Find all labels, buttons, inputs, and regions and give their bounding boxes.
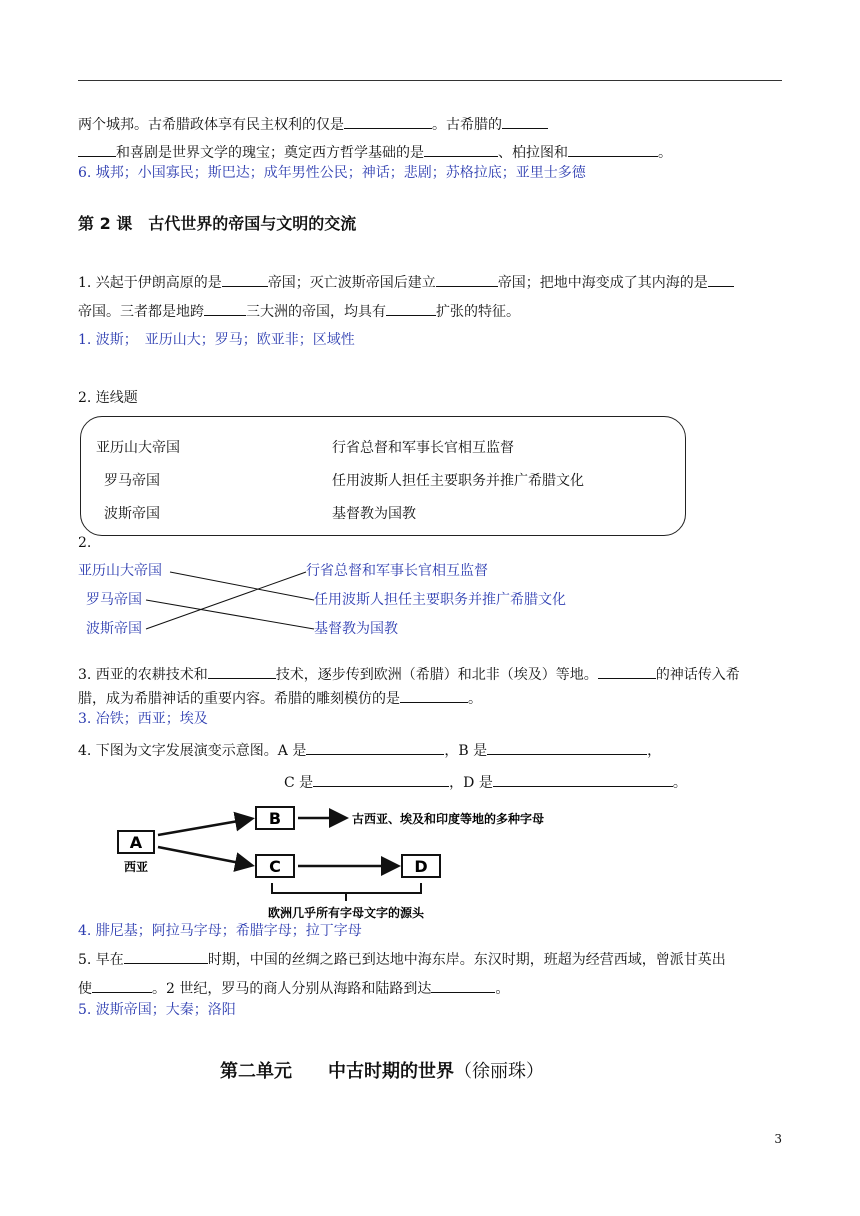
q3-text: 3. 西亚的农耕技术和 (78, 667, 208, 683)
answer-left-item: 罗马帝国 (86, 592, 142, 608)
q5-text: 。2 世纪，罗马的商人分别从海路和陆路到达 (152, 981, 432, 997)
left-item: 波斯帝国 (104, 506, 160, 522)
unit-title: 第二单元 中古时期的世界 (220, 1061, 454, 1082)
bracket (272, 883, 421, 901)
q1-text: 三大洲的帝国，均具有 (246, 304, 386, 320)
label-a: A (129, 833, 143, 852)
q4-text: ，B 是 (444, 743, 488, 759)
answer-left-item: 亚历山大帝国 (78, 563, 162, 579)
unit-heading (220, 1062, 544, 1083)
right-item: 基督教为国教 (332, 506, 416, 522)
fill-blank[interactable] (92, 978, 152, 993)
q3-text: 腊，成为希腊神话的重要内容。希腊的雕刻模仿的是 (78, 691, 400, 707)
q3-text: 。 (468, 691, 482, 707)
match-line (146, 572, 306, 629)
q3-answer: 3. 冶铁；西亚；埃及 (78, 711, 208, 727)
q5-text: 使 (78, 981, 92, 997)
answer-right-item: 基督教为国教 (314, 621, 398, 637)
q2-label: 2. 连线题 (78, 390, 138, 406)
q4-line-1 (78, 740, 661, 761)
caption-b: 古西亚、埃及和印度等地的多种字母 (352, 812, 545, 826)
q4-text: C 是 (284, 775, 314, 791)
q3-text: 的神话传入希 (655, 667, 740, 683)
q5-text: 5. 早在 (78, 952, 124, 968)
caption-cd: 欧洲几乎所有字母文字的源头 (267, 906, 425, 920)
fill-blank[interactable] (208, 664, 276, 679)
caption-a: 西亚 (123, 860, 149, 874)
fill-blank[interactable] (493, 772, 673, 787)
q3-line-2 (78, 688, 482, 709)
fill-blank[interactable] (487, 740, 647, 755)
match-line (170, 572, 314, 600)
answer-right-item: 任用波斯人担任主要职务并推广希腊文化 (314, 592, 566, 608)
answer-left-item: 波斯帝国 (86, 621, 142, 637)
arrow-a-b (158, 819, 250, 835)
q3-text: 技术，逐步传到欧洲（希腊）和北非（埃及）等地。 (275, 667, 598, 683)
fill-blank[interactable] (124, 949, 208, 964)
q1-answer: 1. 波斯； 亚历山大；罗马；欧亚非；区域性 (78, 332, 355, 348)
fill-blank[interactable] (400, 688, 468, 703)
label-b: B (268, 809, 282, 828)
q4-text: 4. 下图为文字发展演变示意图。A 是 (78, 743, 307, 759)
left-item: 罗马帝国 (104, 473, 160, 489)
lesson-title: 第 2 课 古代世界的帝国与文明的交流 (78, 214, 357, 233)
q1-text: 帝国。三者都是地跨 (78, 304, 204, 320)
q6-text: 和喜剧是世界文学的瑰宝；奠定西方哲学基础的是 (116, 145, 424, 161)
label-c: C (269, 857, 281, 876)
arrow-a-c (158, 847, 250, 865)
label-d: D (414, 857, 428, 876)
q4-text: ，D 是 (449, 775, 493, 791)
unit-author: （徐丽珠） (454, 1061, 544, 1082)
q1-text: 帝国；把地中海变成了其内海的是 (497, 275, 708, 291)
q6-text: 、柏拉图和 (498, 145, 568, 161)
q1-text: 1. 兴起于伊朗高原的是 (78, 275, 222, 291)
q4-text: 。 (672, 775, 687, 791)
q1-text: 帝国；灭亡波斯帝国后建立 (267, 275, 436, 291)
match-line (146, 600, 314, 629)
q4-line-2 (284, 772, 687, 793)
q1-text: 扩张的特征。 (436, 304, 520, 320)
fill-blank[interactable] (306, 740, 444, 755)
q3-line-1 (78, 664, 740, 685)
q6-text: 。古希腊的 (432, 117, 502, 133)
q2-answer-label: 2. (78, 535, 92, 551)
q6-answer: 6. 城邦；小国寡民；斯巴达；成年男性公民；神话；悲剧；苏格拉底；亚里士多德 (78, 165, 586, 181)
q5-line-1 (78, 949, 726, 970)
fill-blank[interactable] (313, 772, 449, 787)
q5-line-2 (78, 978, 509, 999)
answer-right-item: 行省总督和军事长官相互监督 (306, 563, 488, 579)
fill-blank[interactable] (431, 978, 495, 993)
q4-answer: 4. 腓尼基；阿拉马字母；希腊字母；拉丁字母 (78, 923, 362, 939)
right-item: 行省总督和军事长官相互监督 (332, 440, 514, 456)
right-item: 任用波斯人担任主要职务并推广希腊文化 (332, 473, 584, 489)
q6-text: 。 (658, 145, 672, 161)
left-item: 亚历山大帝国 (96, 440, 180, 456)
q6-text: 两个城邦。古希腊政体享有民主权利的仅是 (78, 117, 344, 133)
q5-answer: 5. 波斯帝国；大秦；洛阳 (78, 1002, 236, 1018)
script-evolution-diagram (0, 795, 860, 925)
fill-blank[interactable] (598, 664, 656, 679)
q5-text: 。 (495, 981, 510, 997)
q5-text: 时期，中国的丝绸之路已到达地中海东岸。东汉时期，班超为经营西域，曾派甘英出 (207, 952, 726, 968)
q4-text: ， (647, 743, 662, 759)
page-number: 3 (774, 1132, 782, 1146)
